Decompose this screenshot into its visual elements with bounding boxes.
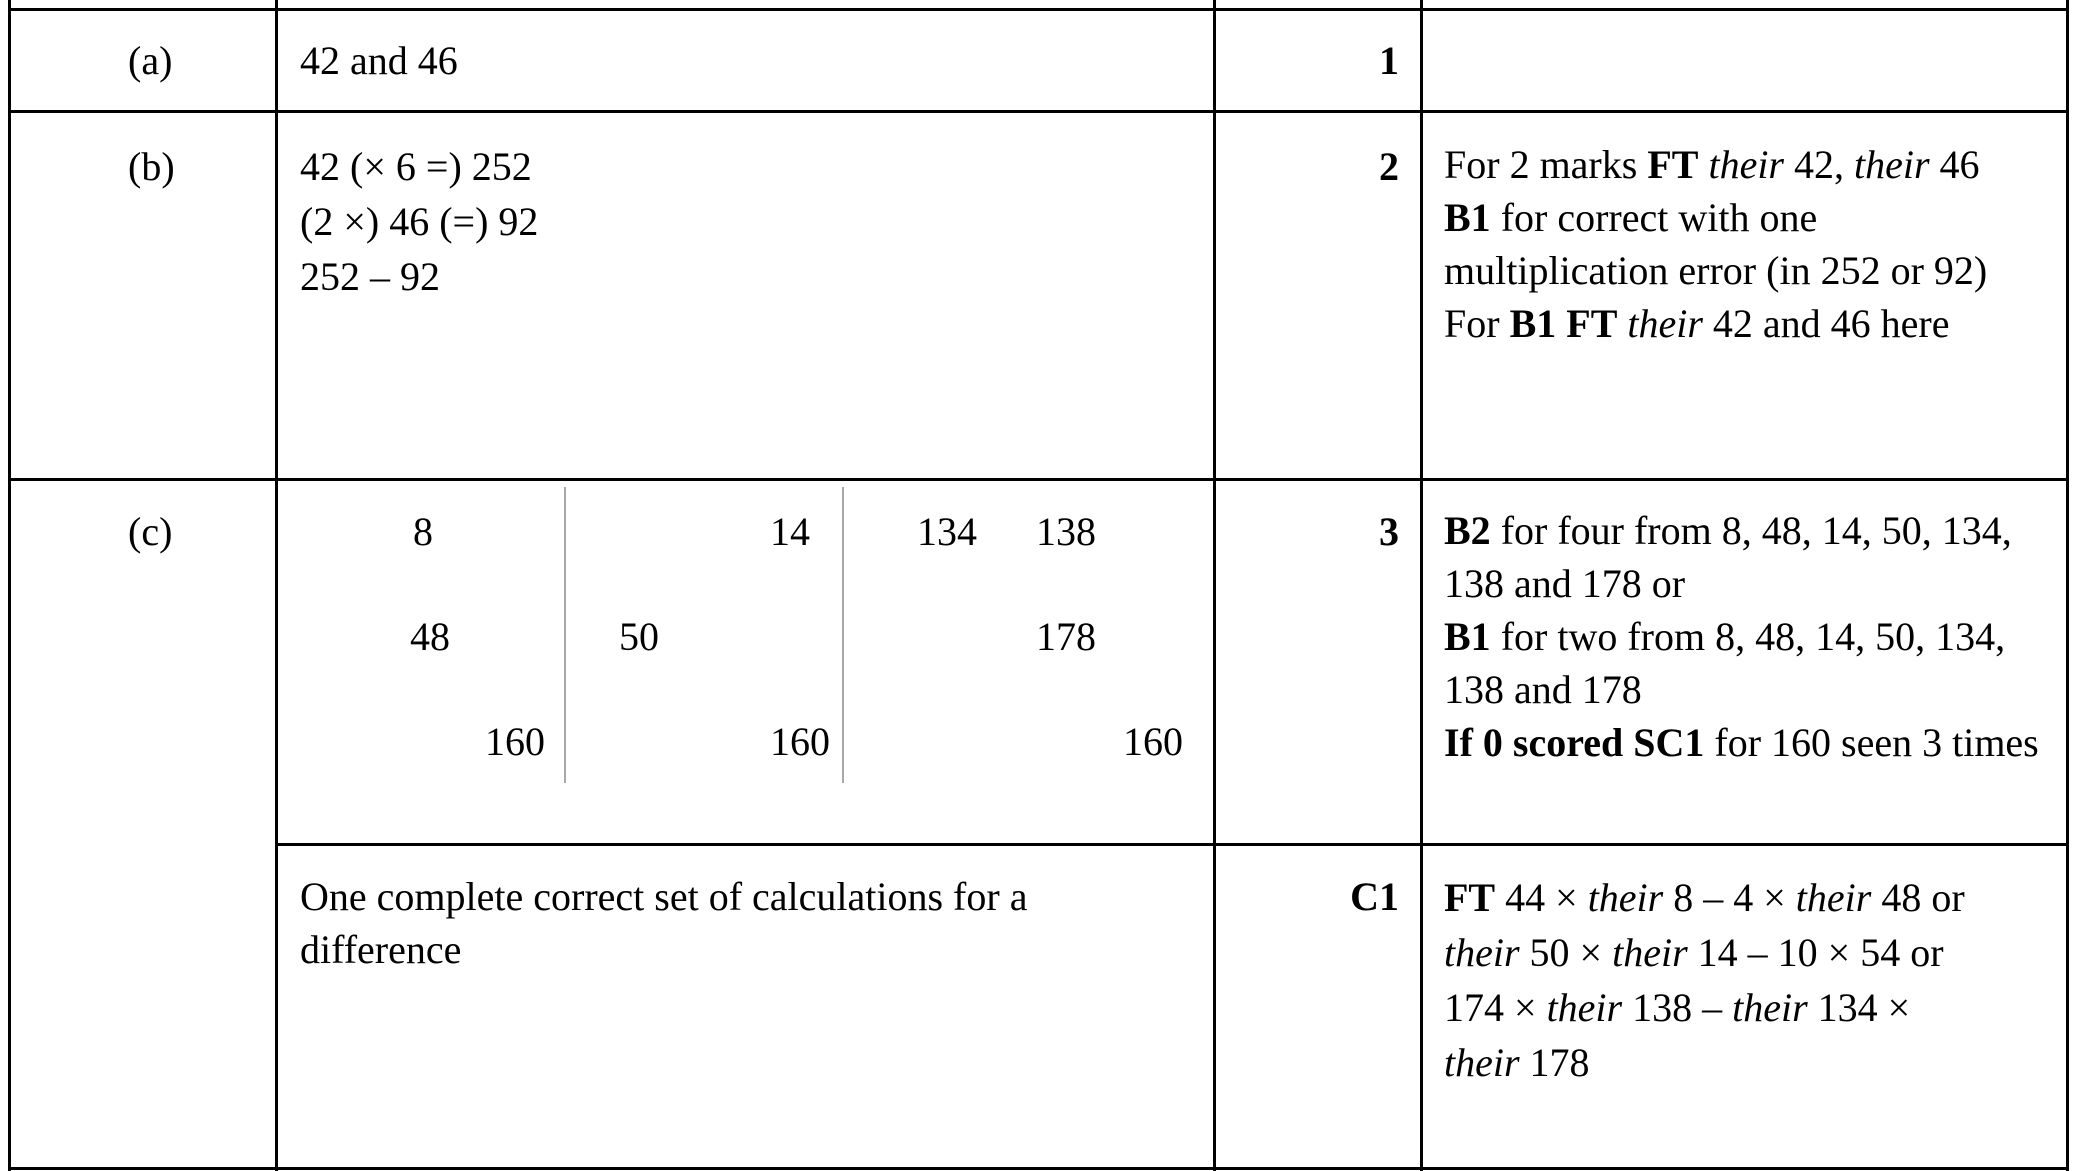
answer-a: 42 and 46 xyxy=(300,38,458,83)
rule-top xyxy=(8,8,2068,11)
mark-c: 3 xyxy=(1379,509,1399,554)
grid-value: 8 xyxy=(413,509,433,554)
rule-bottom xyxy=(8,1167,2068,1170)
rule-c-csub xyxy=(276,843,2068,846)
grid-separator-2 xyxy=(842,487,844,783)
grid-value: 48 xyxy=(410,614,450,659)
grid-value: 160 xyxy=(770,719,830,764)
rule-col1 xyxy=(275,0,278,1171)
rule-col3 xyxy=(1420,0,1423,1171)
grid-value: 160 xyxy=(1123,719,1183,764)
part-label-b: (b) xyxy=(128,144,175,189)
answer-c-sub: One complete correct set of calculations for a difference xyxy=(300,874,1028,972)
part-label-c: (c) xyxy=(128,509,173,554)
rule-right xyxy=(2066,0,2069,1171)
mark-c-sub: C1 xyxy=(1350,874,1399,919)
rule-col2 xyxy=(1213,0,1216,1171)
part-label-a: (a) xyxy=(128,38,173,83)
guidance-c: B2 for four from 8, 48, 14, 50, 134, 138 and 178 or B1 for two from 8, 48, 14, 50, 134, 138 and 178 If 0 scored SC1 for 160 seen 3 times xyxy=(1444,508,2039,765)
grid-value: 50 xyxy=(619,614,659,659)
mark-a: 1 xyxy=(1379,38,1399,83)
working-b-line1: 42 (× 6 =) 252 xyxy=(300,144,532,189)
working-b-line2: (2 ×) 46 (=) 92 xyxy=(300,199,539,244)
rule-left xyxy=(8,0,11,1171)
grid-value: 160 xyxy=(485,719,545,764)
working-b-line3: 252 – 92 xyxy=(300,254,440,299)
grid-value: 134 xyxy=(917,509,977,554)
rule-b-c xyxy=(8,478,2068,481)
guidance-b: For 2 marks FT their 42, their 46 B1 for correct with one multiplication error (in 252 or 92) For B1 FT their 42 and 46 here xyxy=(1444,142,1988,346)
grid-value: 14 xyxy=(770,509,810,554)
mark-b: 2 xyxy=(1379,144,1399,189)
rule-a-b xyxy=(8,110,2068,113)
grid-value: 178 xyxy=(1036,614,1096,659)
grid-value: 138 xyxy=(1036,509,1096,554)
grid-separator-1 xyxy=(564,487,566,783)
guidance-c-sub: FT 44 × their 8 – 4 × their 48 or their 50 × their 14 – 10 × 54 or 174 × their 138 – their 134 × their 178 xyxy=(1444,875,1965,1085)
